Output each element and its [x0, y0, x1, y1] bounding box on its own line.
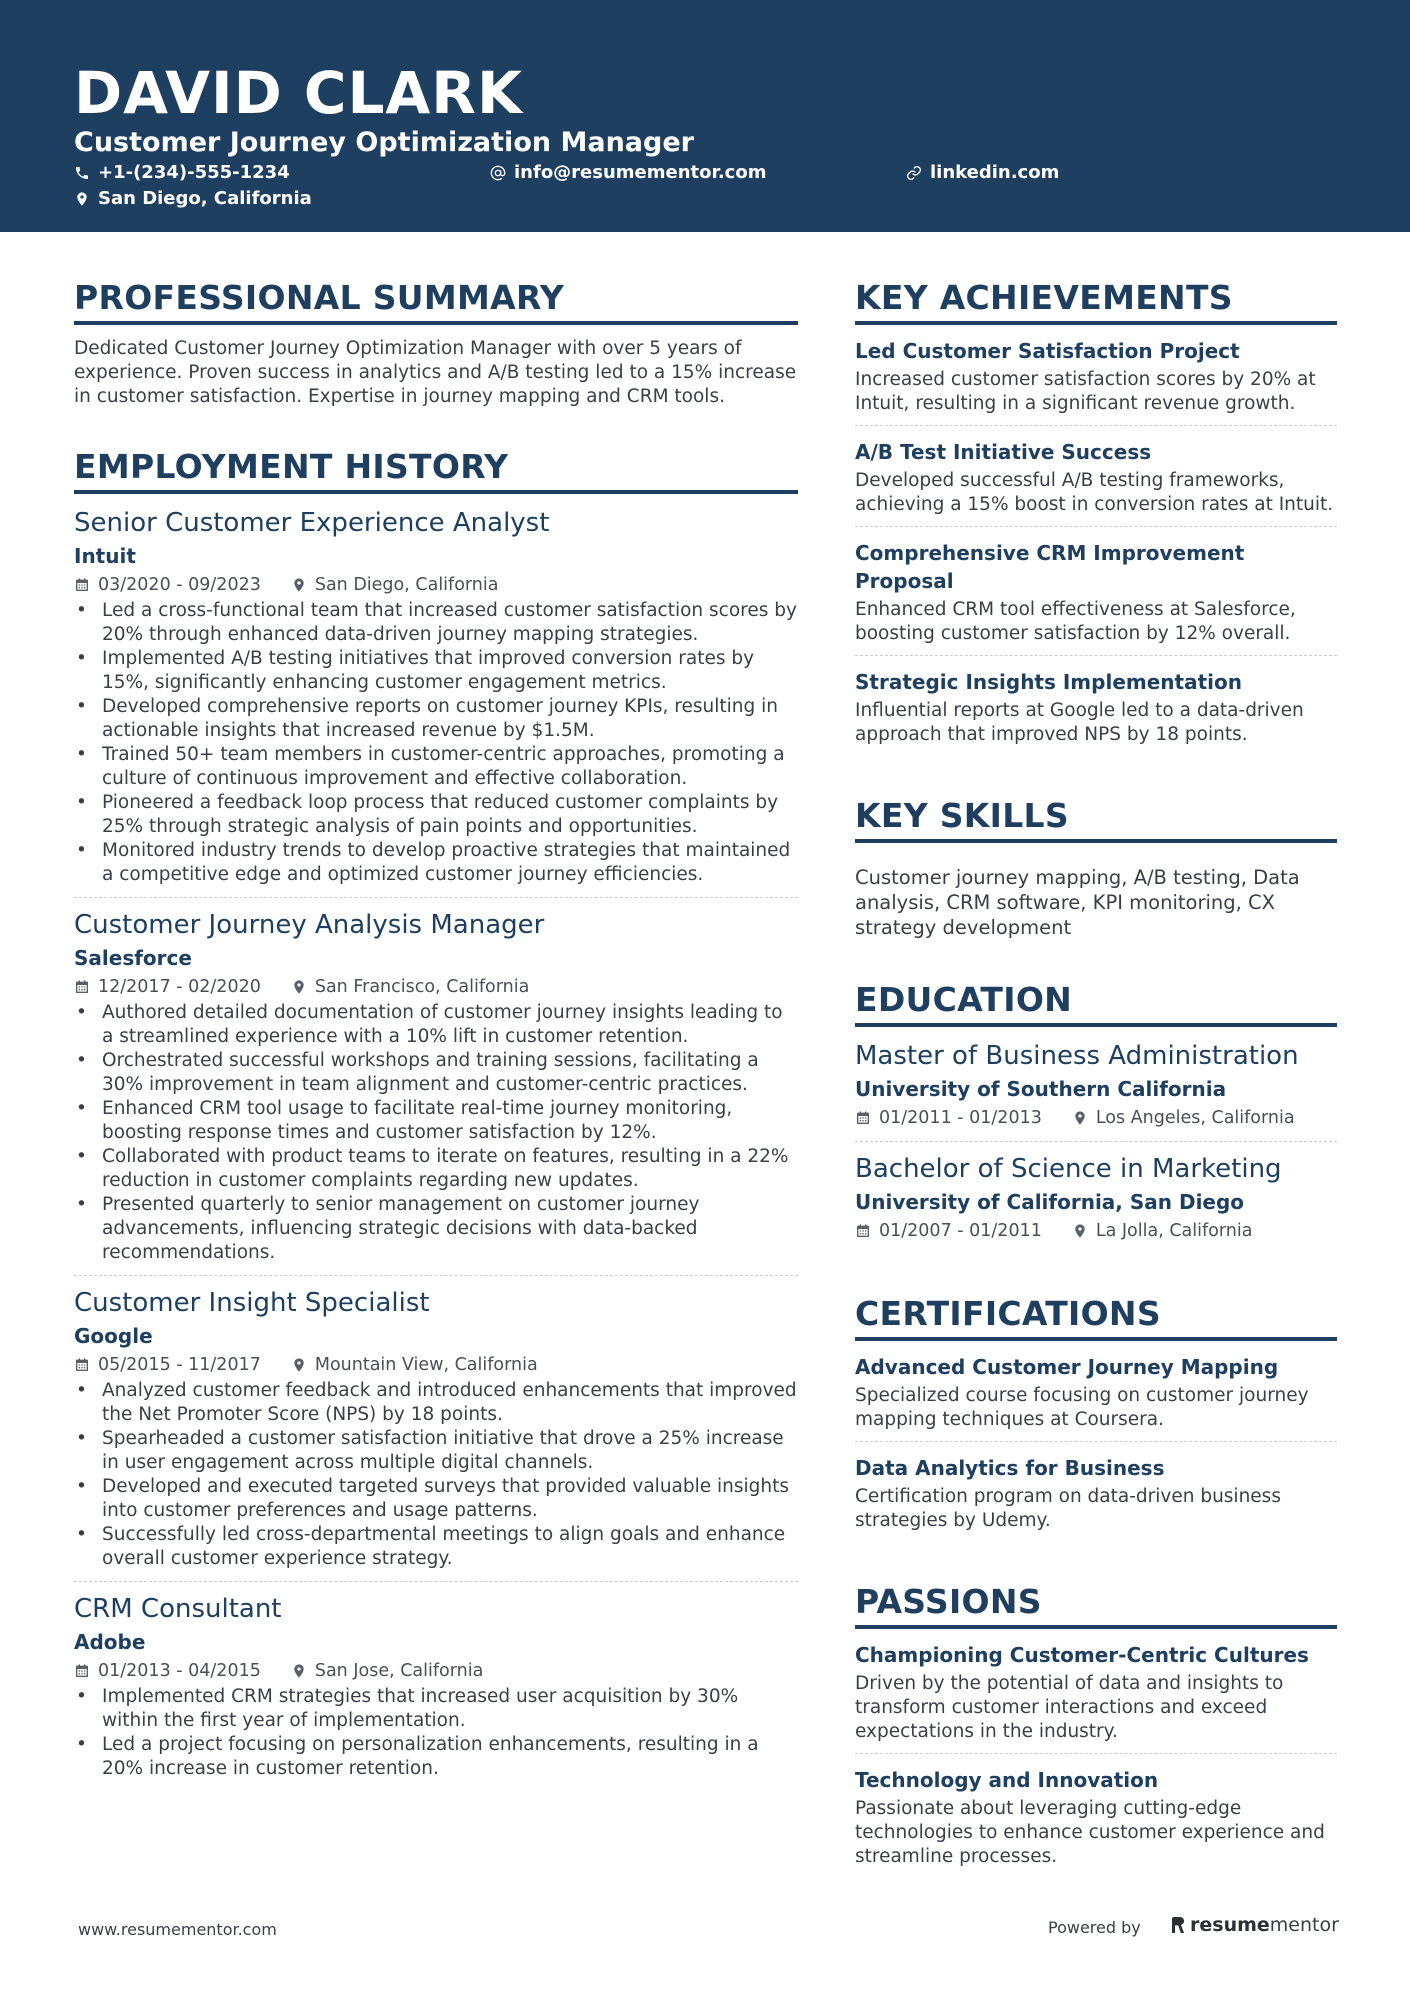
calendar-icon	[74, 979, 90, 995]
resumementor-logo[interactable]	[1170, 1914, 1339, 1936]
passion-desc: Driven by the potential of data and insights to transform customer interactions and exceed expectations in the industry.	[855, 1673, 1284, 1742]
at-sign-icon	[490, 165, 506, 181]
job-bullet: • Developed and executed targeted surveys that provided valuable insights into customer preferences and usage patterns.	[74, 1475, 798, 1523]
employment-heading: EMPLOYMENT HISTORY	[74, 447, 798, 494]
job-entry	[74, 1592, 798, 1791]
skills-text: Customer journey mapping, A/B testing, Data analysis, CRM software, KPI monitoring, CX strategy development	[855, 866, 1300, 939]
job-bullet: • Implemented CRM strategies that increased user acquisition by 30% within the first year of implementation.	[74, 1685, 798, 1733]
job-bullet: • Orchestrated successful workshops and training sessions, facilitating a 30% improvement in team alignment and customer-centric practices.	[74, 1049, 798, 1097]
job-bullet: • Monitored industry trends to develop proactive strategies that maintained a competitive edge and optimized customer journey efficiencies.	[74, 839, 798, 887]
job-bullet: • Trained 50+ team members in customer-centric approaches, promoting a culture of continuous improvement and effective collaboration.	[74, 743, 798, 791]
calendar-icon	[855, 1223, 871, 1239]
employment-section	[74, 447, 798, 1791]
achievement-item	[855, 337, 1337, 426]
skills-heading: KEY SKILLS	[855, 796, 1337, 843]
job-bullet: • Analyzed customer feedback and introduced enhancements that improved the Net Promoter Score (NPS) by 18 points.	[74, 1379, 798, 1427]
job-title: Customer Insight Specialist	[74, 1288, 430, 1318]
contact-email[interactable]	[490, 161, 766, 185]
achievements-heading: KEY ACHIEVEMENTS	[855, 278, 1337, 325]
education-school: University of Southern California	[855, 1077, 1227, 1101]
job-location: San Jose, California	[314, 1661, 484, 1681]
achievement-desc: Enhanced CRM tool effectiveness at Salesforce, boosting customer satisfaction by 12% overall.	[855, 599, 1296, 644]
job-bullet: • Successfully led cross-departmental meetings to align goals and enhance overall customer experience strategy.	[74, 1523, 798, 1571]
education-degree: Master of Business Administration	[855, 1041, 1299, 1071]
job-title: CRM Consultant	[74, 1594, 282, 1624]
achievement-title: A/B Test Initiative Success	[855, 440, 1152, 464]
job-bullet: • Authored detailed documentation of customer journey insights leading to a streamlined experience with a 10% lift in customer retention.	[74, 1001, 798, 1049]
certification-title: Data Analytics for Business	[855, 1456, 1165, 1480]
education-location: Los Angeles, California	[1095, 1108, 1295, 1128]
achievement-desc: Increased customer satisfaction scores by 20% at Intuit, resulting in a significant revenue growth.	[855, 369, 1316, 414]
job-location: San Diego, California	[314, 575, 499, 595]
job-location: San Francisco, California	[314, 977, 530, 997]
job-bullet: • Spearheaded a customer satisfaction initiative that drove a 25% increase in user engagement across multiple digital channels.	[74, 1427, 798, 1475]
job-bullets	[74, 599, 798, 887]
location-text: San Diego, California	[98, 188, 312, 209]
job-dates: 03/2020 - 09/2023	[98, 575, 261, 595]
job-meta	[74, 1658, 798, 1684]
certification-desc: Certification program on data-driven business strategies by Udemy.	[855, 1486, 1281, 1531]
job-title: Senior Customer Experience Analyst	[74, 508, 550, 538]
candidate-role: Customer Journey Optimization Manager	[74, 127, 694, 158]
passions-heading: PASSIONS	[855, 1582, 1337, 1629]
phone-icon	[74, 165, 90, 181]
job-bullets	[74, 1685, 798, 1781]
job-bullet: • Led a project focusing on personalization enhancements, resulting in a 20% increase in customer retention.	[74, 1733, 798, 1781]
map-pin-icon	[74, 191, 90, 207]
education-section	[855, 980, 1337, 1254]
map-pin-icon	[291, 577, 307, 593]
map-pin-icon	[1072, 1223, 1088, 1239]
job-meta	[74, 974, 798, 1000]
passion-title: Championing Customer-Centric Cultures	[855, 1643, 1309, 1667]
job-company: Adobe	[74, 1630, 146, 1654]
summary-section	[74, 278, 798, 409]
candidate-name: DAVID CLARK	[74, 59, 523, 127]
job-meta	[74, 572, 798, 598]
education-location: La Jolla, California	[1095, 1221, 1253, 1241]
job-company: Intuit	[74, 544, 136, 568]
certification-item	[855, 1454, 1337, 1542]
passion-desc: Passionate about leveraging cutting-edge technologies to enhance customer experience and streamline processes.	[855, 1798, 1325, 1867]
calendar-icon	[74, 577, 90, 593]
email-text: info@resumementor.com	[514, 162, 767, 183]
link-icon	[906, 165, 922, 181]
passions-section	[855, 1582, 1337, 1878]
job-location: Mountain View, California	[314, 1355, 538, 1375]
achievement-desc: Influential reports at Google led to a data-driven approach that improved NPS by 18 points.	[855, 700, 1304, 745]
achievement-item	[855, 438, 1337, 527]
achievements-section	[855, 278, 1337, 756]
certification-item	[855, 1353, 1337, 1442]
passion-title: Technology and Innovation	[855, 1768, 1159, 1792]
job-dates: 12/2017 - 02/2020	[98, 977, 261, 997]
education-meta	[855, 1105, 1337, 1131]
job-company: Google	[74, 1324, 153, 1348]
education-dates: 01/2007 - 01/2011	[879, 1221, 1042, 1241]
calendar-icon	[855, 1110, 871, 1126]
achievement-title: Comprehensive CRM Improvement Proposal	[855, 541, 1245, 593]
education-meta	[855, 1218, 1337, 1244]
linkedin-text: linkedin.com	[930, 162, 1060, 183]
job-bullet: • Collaborated with product teams to iterate on features, resulting in a 22% reduction in customer complaints regarding new updates.	[74, 1145, 798, 1193]
education-school: University of California, San Diego	[855, 1190, 1245, 1214]
job-dates: 05/2015 - 11/2017	[98, 1355, 261, 1375]
job-entry	[74, 908, 798, 1276]
certifications-heading: CERTIFICATIONS	[855, 1294, 1337, 1341]
certifications-section	[855, 1294, 1337, 1542]
phone-text: +1-(234)-555-1234	[98, 162, 290, 183]
map-pin-icon	[291, 1357, 307, 1373]
certification-title: Advanced Customer Journey Mapping	[855, 1355, 1279, 1379]
contact-location	[74, 187, 312, 211]
right-column	[855, 278, 1337, 1918]
calendar-icon	[74, 1357, 90, 1373]
map-pin-icon	[291, 1663, 307, 1679]
achievement-title: Led Customer Satisfaction Project	[855, 339, 1240, 363]
job-bullet: • Led a cross-functional team that increased customer satisfaction scores by 20% through enhanced data-driven journey mapping strategies.	[74, 599, 798, 647]
job-bullets	[74, 1001, 798, 1265]
passion-item	[855, 1641, 1337, 1754]
job-bullet: • Developed comprehensive reports on customer journey KPIs, resulting in actionable insights that increased revenue by $1.5M.	[74, 695, 798, 743]
summary-heading: PROFESSIONAL SUMMARY	[74, 278, 798, 325]
footer-website-link[interactable]: www.resumementor.com	[78, 1920, 277, 1939]
resumementor-logo-icon	[1170, 1915, 1186, 1935]
job-meta	[74, 1352, 798, 1378]
job-bullet: • Enhanced CRM tool usage to facilitate real-time journey monitoring, boosting response times and customer satisfaction by 12%.	[74, 1097, 798, 1145]
left-column	[74, 278, 798, 1831]
job-bullet: • Presented quarterly to senior management on customer journey advancements, influencing strategic decisions with data-backed recommendations.	[74, 1193, 798, 1265]
achievement-title: Strategic Insights Implementation	[855, 670, 1242, 694]
education-heading: EDUCATION	[855, 980, 1337, 1027]
job-company: Salesforce	[74, 946, 192, 970]
skills-section	[855, 796, 1337, 940]
resume-header	[0, 0, 1410, 232]
map-pin-icon	[291, 979, 307, 995]
education-degree: Bachelor of Science in Marketing	[855, 1154, 1282, 1184]
contact-linkedin[interactable]	[906, 161, 1059, 185]
job-bullet: • Implemented A/B testing initiatives that improved conversion rates by 15%, significantly enhancing customer engagement metrics.	[74, 647, 798, 695]
achievement-item	[855, 539, 1337, 656]
logo-brand-bold: resume	[1190, 1914, 1270, 1936]
summary-text: Dedicated Customer Journey Optimization Manager with over 5 years of experience. Proven success in analytics and A/B testing led to a 15% increase in customer satisfaction. Expertise in journey mapping and CRM tools.	[74, 338, 797, 407]
job-dates: 01/2013 - 04/2015	[98, 1661, 261, 1681]
certification-desc: Specialized course focusing on customer journey mapping techniques at Coursera.	[855, 1385, 1309, 1430]
education-dates: 01/2011 - 01/2013	[879, 1108, 1042, 1128]
job-bullet: • Pioneered a feedback loop process that reduced customer complaints by 25% through strategic analysis of pain points and opportunities.	[74, 791, 798, 839]
achievement-desc: Developed successful A/B testing frameworks, achieving a 15% boost in conversion rates at Intuit.	[855, 470, 1334, 515]
achievement-item	[855, 668, 1337, 756]
education-item	[855, 1039, 1337, 1142]
job-bullets	[74, 1379, 798, 1571]
contact-phone[interactable]	[74, 161, 290, 185]
job-title: Customer Journey Analysis Manager	[74, 910, 545, 940]
map-pin-icon	[1072, 1110, 1088, 1126]
job-entry	[74, 506, 798, 898]
education-item	[855, 1152, 1337, 1254]
calendar-icon	[74, 1663, 90, 1679]
job-entry	[74, 1286, 798, 1582]
passion-item	[855, 1766, 1337, 1878]
logo-brand-light: mentor	[1269, 1914, 1339, 1936]
footer-powered-by: Powered by	[1048, 1918, 1141, 1937]
